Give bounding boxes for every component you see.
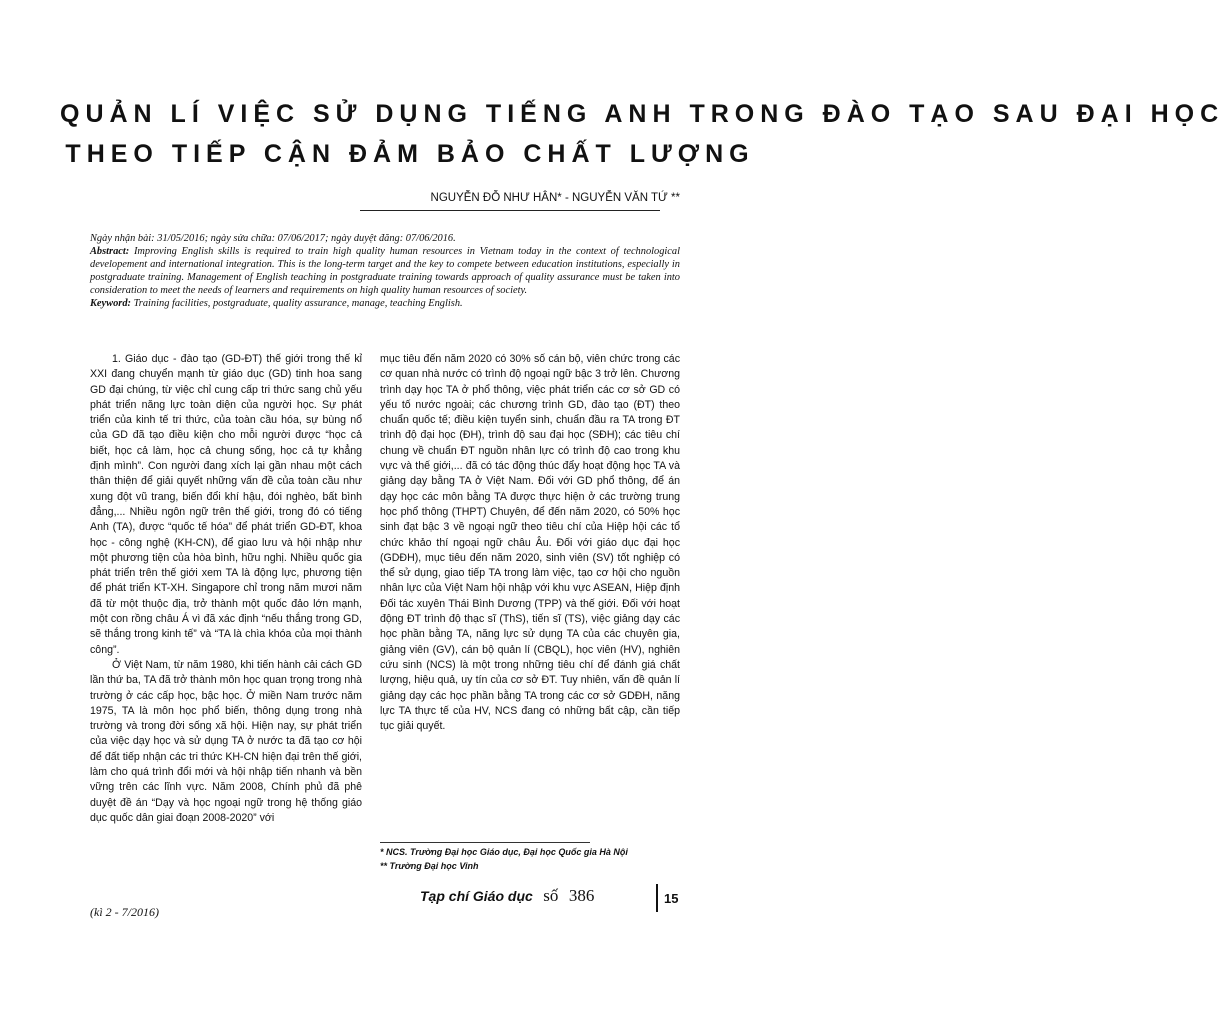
body-paragraph: 1. Giáo dục - đào tạo (GD-ĐT) thế giới trong thế kỉ XXI đang chuyển mạnh từ giáo dục (GD) tinh hoa sang GD đại chúng, từ việc chỉ cung cấp tri thức sang chủ yếu phát triển năng lực toàn diện của người học. Sự phát triển của kinh tế tri thức, của toàn cầu hóa, sự bùng nổ của GD đã tạo điều kiện cho mỗi người được “học cả biết, học cả làm, học cả chung sống, học cả tự khẳng định mình”. Con người đang xích lại gần nhau một cách thân thiện để giải quyết những vấn đề của toàn cầu như xung đột vũ trang, biến đổi khí hậu, đói nghèo, bất bình đẳng,... Nhiều ngôn ngữ trên thế giới, trong đó có tiếng Anh (TA), được “quốc tế hóa” để phát triển GD-ĐT, khoa học - công nghệ (KH-CN), để giao lưu và hội nhập như một phương tiện của hòa bình, hữu nghị. Nhiều quốc gia phát triển trên thế giới xem TA là động lực, phương tiện để phát triển KT-XH. Singapore chỉ trong năm mươi năm đã từ một thuộc địa, trở thành một quốc đảo lớn mạnh, một con rồng châu Á vì đã xác định “nếu thắng trong GD, sẽ thắng trong kinh tế” và “TA là chìa khóa của mọi thành công”. <box>90 353 362 656</box>
footnote-2: ** Trường Đại học Vinh <box>380 861 479 871</box>
author-names: NGUYỄN ĐỖ NHƯ HÂN* - NGUYỄN VĂN TỨ ** <box>430 192 680 204</box>
abstract-paragraph <box>90 246 680 298</box>
body-paragraph: Ở Việt Nam, từ năm 1980, khi tiến hành cải cách GD lần thứ ba, TA đã trở thành môn học quan trọng trong nhà trường ở các cấp học, bậc học. Ở miền Nam trước năm 1975, TA là môn học phổ biến, thông dụng trong nhà trường và trong đời sống xã hội. Hiện nay, sự phát triển của việc dạy học và sử dụng TA ở nước ta đã tạo cơ hội để đất tiếp nhận các tri thức KH-CN hiện đại trên thế giới, làm cho quá trình đổi mới và hội nhập tiến nhanh và bền vững trên các lĩnh vực. Năm 2008, Chính phủ đã phê duyệt đề án “Dạy và học ngoại ngữ trong hệ thống giáo dục quốc dân giai đoạn 2008-2020” với <box>90 658 362 824</box>
abstract-block <box>90 233 680 310</box>
page-number: 15 <box>664 891 679 906</box>
abstract-label: Abstract: <box>90 245 130 257</box>
received-dates: Ngày nhận bài: 31/05/2016; ngày sửa chữa: 07/06/2017; ngày duyệt đăng: 07/06/2016. <box>90 233 456 244</box>
journal-name: Tạp chí Giáo dục <box>420 888 533 904</box>
keywords-paragraph <box>90 298 680 311</box>
issue-number: 386 <box>568 886 595 905</box>
article-title-line-2: THEO TIẾP CẬN ĐẢM BẢO CHẤT LƯỢNG <box>65 140 755 168</box>
keywords-text: Training facilities, postgraduate, quality assurance, manage, teaching English. <box>133 297 463 309</box>
body-column-right <box>380 352 680 832</box>
issue-date: (kì 2 - 7/2016) <box>90 905 159 919</box>
article-title-line-1: QUẢN LÍ VIỆC SỬ DỤNG TIẾNG ANH TRONG ĐÀO TẠO SAU ĐẠI HỌC <box>60 100 1224 128</box>
issue-label: số <box>543 886 559 905</box>
journal-name-block <box>420 886 594 906</box>
abstract-text: Improving English skills is required to train high quality human resources in Vietnam today in the context of technological developement and international integration. This is the long-term target and the key to compete between education institutions, especially in postgraduate training. Management of English teaching in postgraduate training towards approach of quality assurance must be taken into consideration to meet the needs of learners and requirements on high quality human resources of society. <box>90 245 680 296</box>
footnotes <box>380 845 760 873</box>
body-paragraph: mục tiêu đến năm 2020 có 30% số cán bộ, viên chức trong các cơ quan nhà nước có trình độ ngoại ngữ bậc 3 trở lên. Chương trình dạy học TA ở phổ thông, việc phát triển các cơ sở GD có yếu tố nước ngoài; các chương trình GD, đào tạo (ĐT) theo chuẩn quốc tế; điều kiện tuyển sinh, chuẩn đầu ra TA trong ĐT trình độ đại học (ĐH), trình độ sau đại học (SĐH); các tiêu chí chung về chuẩn ĐT nguồn nhân lực có trình độ cao trong khu vực và thế giới,... đã có tác động thúc đẩy hoạt động học TA và giảng dạy bằng TA ở Việt Nam. Đối với GD phổ thông, để án dạy học các môn bằng TA được thực hiện ở các trường trung học phổ thông (THPT) Chuyên, để đến năm 2020, có 50% học sinh đạt bậc 3 về ngoại ngữ theo tiêu chí của Hiệp hội các tổ chức khảo thí ngoại ngữ châu Âu. Đối với giáo dục đại học (GDĐH), mục tiêu đến năm 2020, sinh viên (SV) tốt nghiệp có thể sử dụng, giao tiếp TA trong làm việc, tạo cơ hội cho nguồn nhân lực của Việt Nam hội nhập với khu vực ASEAN, Hiệp định Đối tác xuyên Thái Bình Dương (TPP) và thế giới. Đối với hoạt động ĐT trình độ thạc sĩ (ThS), tiến sĩ (TS), việc giảng dạy các học phần bằng TA, năng lực sử dụng TA của các chuyên gia, giảng viên (GV), cán bộ quản lí (CBQL), học viên (HV), nghiên cứu sinh (NCS) là một trong những tiêu chí để đánh giá chất lượng, hiệu quả, uy tín của cơ sở ĐT. Tuy nhiên, vấn đề quản lí giảng dạy các học phần bằng TA trong các cơ sở GDĐH, năng lực TA thực tế của HV, NCS đang có những bất cập, cần tiếp tục giải quyết. <box>380 353 680 733</box>
body-column-left <box>90 352 362 872</box>
keyword-label: Keyword: <box>90 297 131 309</box>
footnote-1: * NCS. Trường Đại học Giáo dục, Đại học Quốc gia Hà Nội <box>380 847 628 857</box>
footnote-divider <box>380 842 590 843</box>
author-divider <box>360 210 660 211</box>
footer-separator <box>656 884 658 912</box>
